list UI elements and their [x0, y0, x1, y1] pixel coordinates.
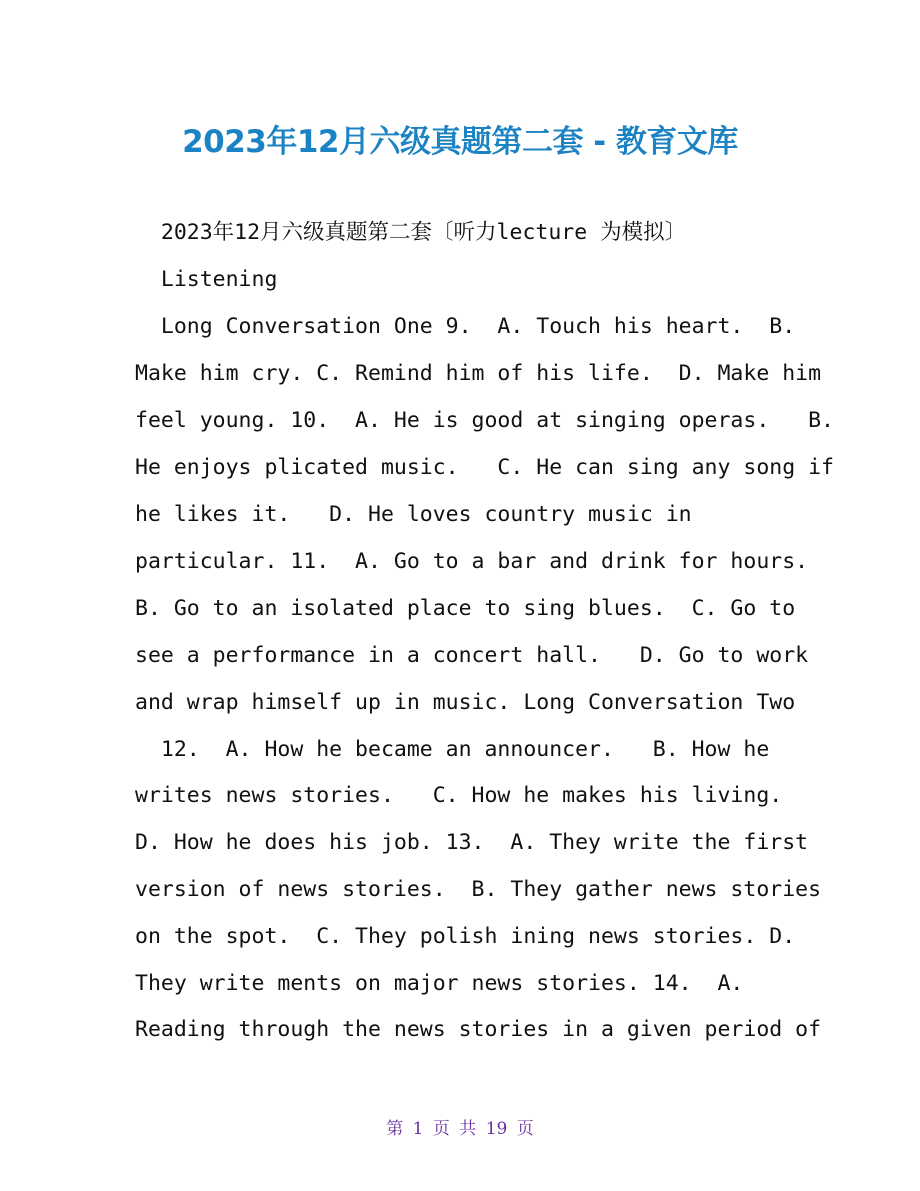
body-line-17: They write ments on major news stories. 14. A. — [135, 971, 744, 996]
body-line-12: 12. A. How he became an announcer. B. How he — [135, 737, 770, 762]
body-line-8: particular. 11. A. Go to a bar and drink for hours. — [135, 549, 809, 574]
body-line-15: version of news stories. B. They gather news stories — [135, 877, 822, 902]
body-line-18: Reading through the news stories in a given period of — [135, 1017, 822, 1042]
body-line-9: B. Go to an isolated place to sing blues. C. Go to — [135, 596, 796, 621]
body-line-11: and wrap himself up in music. Long Conversation Two — [135, 690, 796, 715]
body-line-2: Listening — [135, 267, 278, 292]
body-line-13: writes news stories. C. How he makes his living. — [135, 783, 783, 808]
body-line-1: 2023年12月六级真题第二套〔听力lecture 为模拟〕 — [135, 220, 687, 245]
page-number: 第 1 页 共 19 页 — [386, 1119, 534, 1139]
body-line-16: on the spot. C. They polish ining news stories. D. — [135, 924, 796, 949]
body-line-14: D. How he does his job. 13. A. They write the first — [135, 830, 809, 855]
body-line-7: he likes it. D. He loves country music in — [135, 502, 692, 527]
body-line-10: see a performance in a concert hall. D. Go to work — [135, 643, 809, 668]
body-line-4: Make him cry. C. Remind him of his life. D. Make him — [135, 361, 822, 386]
body-line-5: feel young. 10. A. He is good at singing operas. B. — [135, 408, 834, 433]
body-line-6: He enjoys plicated music. C. He can sing any song if — [135, 455, 834, 480]
document-title: 2023年12月六级真题第二套 - 教育文库 — [182, 124, 738, 160]
body-line-3: Long Conversation One 9. A. Touch his heart. B. — [135, 314, 796, 339]
